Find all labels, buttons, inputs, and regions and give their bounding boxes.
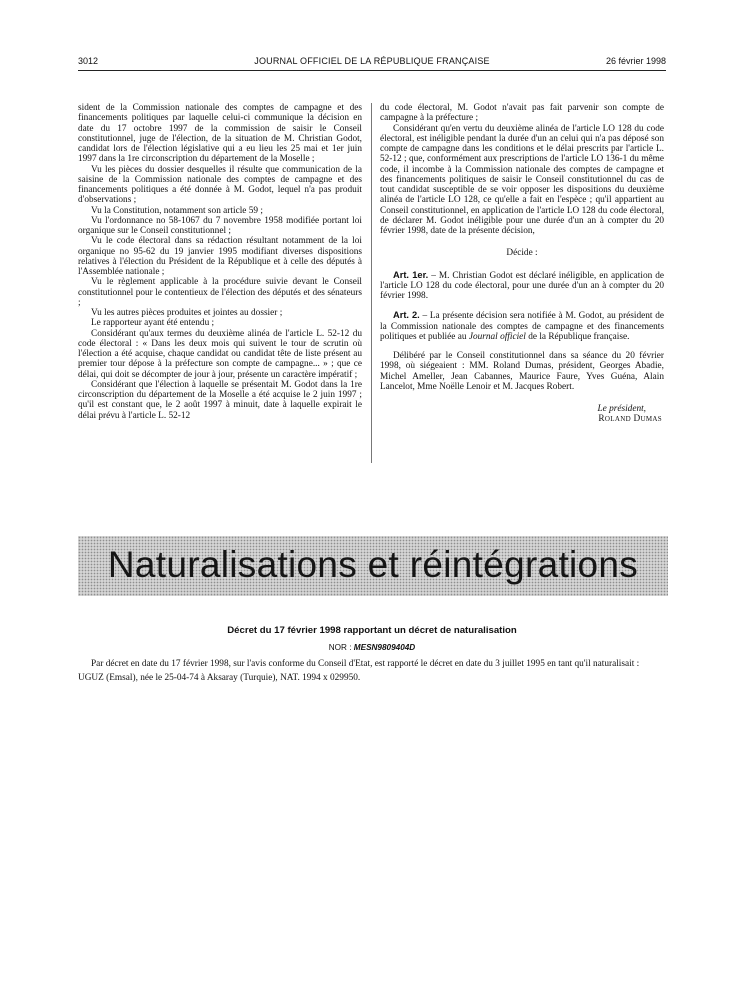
- article-2: [380, 310, 664, 342]
- paragraph-considerant-2: Considérant que l'élection à laquelle se présentait M. Godot dans la 1re circonscription du département de la Moselle a été acquise le 2 juin 1997 ; qu'il est constant que, le 2 août 1997 à minuit, date à laquelle expirait le délai prévu à l'article L. 52-12: [78, 379, 362, 421]
- article-1-text: – M. Christian Godot est déclaré inéligible, en application de l'article LO 128 du code électoral, pour une durée d'un an à compter du 20 février 1998.: [380, 270, 665, 301]
- page-number: 3012: [78, 56, 99, 66]
- nor-label: NOR :: [328, 643, 354, 652]
- article-2-label: Art. 2.: [393, 310, 420, 321]
- paragraph-considerant-3: Considérant qu'en vertu du deuxième alinéa de l'article LO 128 du code électoral, est inéligible pendant la durée d'un an celui qui n'a pas déposé son compte de campagne dans les conditions et le délai prescrits par l'article L. 52-12 ; que, conformément aux prescriptions de l'article LO 136-1 du même code, il incombe à la Commission nationale des comptes de campagne et des financements politiques de saisir le Conseil constitutionnel du cas de tout candidat susceptible de se voir opposer les dispositions du deuxième alinéa de l'article LO 128, ce qu'elle a fait en l'espèce ; qu'il appartient au Conseil constitutionnel, en application de l'article LO 128 du code électoral, de déclarer M. Godot inéligible pour une durée d'un an à compter du 20 février 1998, date de la présente décision,: [380, 123, 664, 236]
- paragraph-vu-ordonnance: Vu l'ordonnance no 58-1067 du 7 novembre 1958 modifiée portant loi organique sur le Conseil constitutionnel ;: [78, 215, 362, 236]
- column-divider: [371, 103, 372, 463]
- nor-code: MESN9809404D: [353, 643, 416, 652]
- journal-title: JOURNAL OFFICIEL DE LA RÉPUBLIQUE FRANÇAISE: [254, 56, 490, 66]
- section-banner-title: Naturalisations et réintégrations: [107, 544, 639, 585]
- paragraph-vu-pieces: Vu les pièces du dossier desquelles il résulte que communication de la saisine de la Commission nationale des comptes de campagne et des financements politiques a été donnée à M. Godot, lequel n'a pas produit d'observations ;: [78, 164, 362, 206]
- article-2-text-before: – La présente décision sera notifiée à M. Godot, au président de la Commission nationale des comptes de campagne et des financements politiques et publiée au: [380, 311, 664, 342]
- decree-nor: [78, 643, 666, 652]
- decree-body: [78, 659, 666, 683]
- article-2-text-after: de la République française.: [525, 331, 630, 342]
- decide-heading: Décide :: [506, 248, 538, 259]
- right-column: [380, 103, 664, 425]
- paragraph-saisine: sident de la Commission nationale des comptes de campagne et des financements politiques par laquelle celui-ci communique la décision en date du 17 octobre 1997 de la commission de saisir le Conseil constitutionnel, juge de l'élection, de la situation de M. Christian Godot, candidat lors de l'élection législative qui a eu lieu les 25 mai et 1er juin 1997 dans la 1re circonscription du département de la Moselle ;: [78, 103, 362, 165]
- section-banner: [78, 536, 668, 596]
- article-1: [380, 270, 664, 302]
- paragraph-continuation: du code électoral, M. Godot n'avait pas fait parvenir son compte de campagne à la préfecture ;: [380, 103, 664, 124]
- paragraph-vu-code-electoral: Vu le code électoral dans sa rédaction résultant notamment de la loi organique no 95-62 du 19 janvier 1995 modifiant diverses dispositions relatives à l'élection du Président de la République et à celle des députés à l'Assemblée nationale ;: [78, 236, 362, 277]
- issue-date: 26 février 1998: [605, 56, 666, 66]
- paragraph-vu-autres-pieces: Vu les autres pièces produites et jointes au dossier ;: [91, 308, 283, 318]
- paragraph-vu-reglement: Vu le règlement applicable à la procédure suivie devant le Conseil constitutionnel pour le contentieux de l'élection des députés et des sénateurs ;: [78, 277, 362, 308]
- signature-name: Roland Dumas: [598, 414, 662, 425]
- signature-role: Le président,: [597, 404, 646, 414]
- article-2-italic: Journal officiel: [468, 331, 526, 342]
- paragraph-rapporteur: Le rapporteur ayant été entendu ;: [91, 318, 215, 329]
- decree-entry: UGUZ (Emsal), née le 25-04-74 à Aksaray (Turquie), NAT. 1994 x 029950.: [78, 672, 361, 683]
- article-1-label: Art. 1er.: [393, 269, 429, 280]
- paragraph-vu-constitution: Vu la Constitution, notamment son article 59 ;: [91, 205, 263, 216]
- left-column: [78, 103, 362, 421]
- header-rule: [78, 70, 666, 71]
- decree-title: Décret du 17 février 1998 rapportant un décret de naturalisation: [227, 625, 517, 636]
- paragraph-considerant-1: Considérant qu'aux termes du deuxième alinéa de l'article L. 52-12 du code électoral : « Dans les deux mois qui suivent le tour de scrutin où l'élection a été acquise, chaque candidat ou candidat tête de liste présent au premier tour dépose à la préfecture son compte de campagne... » ; que ce délai, qui doit se décompter de jour à jour, présente un caractère impératif ;: [78, 328, 362, 380]
- page-header: [78, 56, 666, 70]
- paragraph-deliberation: Délibéré par le Conseil constitutionnel dans sa séance du 20 février 1998, où siégeaient : MM. Roland Dumas, président, Georges Abadie, Michel Ameller, Jean Cabannes, Maurice Faure, Yves Guéna, Alain Lancelot, Mme Noëlle Lenoir et M. Jacques Robert.: [380, 351, 664, 392]
- decree-paragraph: Par décret en date du 17 février 1998, sur l'avis conforme du Conseil d'Etat, est rapporté le décret en date du 3 juillet 1995 en tant qu'il naturalisait :: [91, 659, 640, 669]
